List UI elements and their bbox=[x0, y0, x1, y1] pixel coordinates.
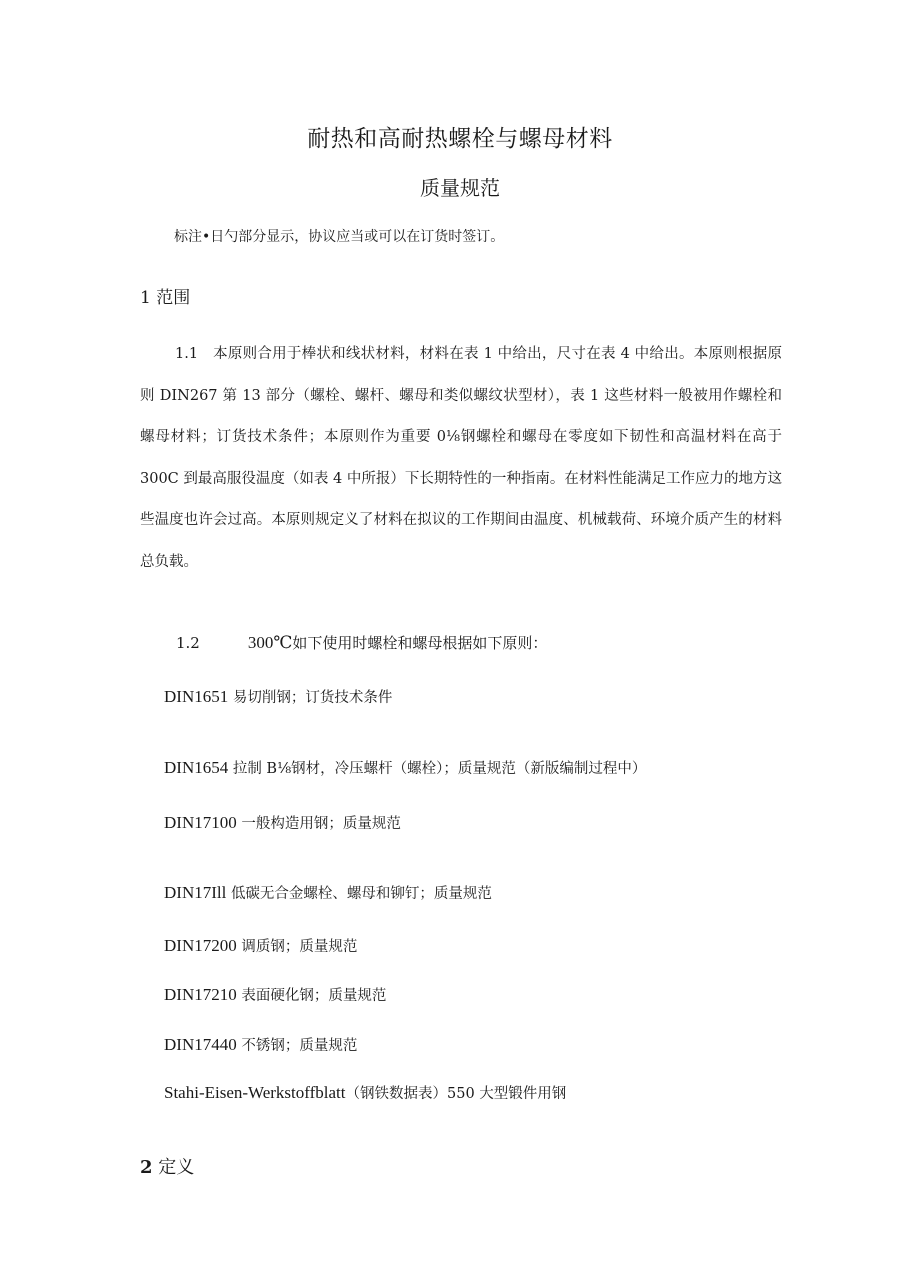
section-1-heading: 1 范围 bbox=[140, 288, 191, 308]
paragraph-1-2-temperature: 300℃ bbox=[247, 633, 293, 652]
reference-text: 低碳无合金螺栓、螺母和铆钉；质量规范 bbox=[230, 886, 492, 902]
reference-item bbox=[164, 1082, 566, 1103]
reference-item bbox=[164, 1034, 357, 1055]
reference-item bbox=[164, 812, 401, 833]
reference-item bbox=[164, 935, 357, 956]
document-subtitle: 质量规范 bbox=[420, 176, 500, 200]
document-title: 耐热和高耐热螺栓与螺母材料 bbox=[307, 126, 613, 152]
note-text: 标注•日勺部分显示，协议应当或可以在订货时签订。 bbox=[174, 229, 505, 245]
reference-code: DIN1654 bbox=[164, 758, 229, 777]
reference-text: （钢铁数据表）550 大型锻件用钢 bbox=[345, 1086, 567, 1102]
reference-text: 一般构造用钢；质量规范 bbox=[241, 816, 401, 832]
paragraph-1-1 bbox=[140, 334, 782, 583]
paragraph-1-1-text: 本原则合用于棒状和线状材料，材料在表 1 中给出，尺寸在表 4 中给出。本原则根据原则 DIN267 第 13 部分（螺栓、螺杆、螺母和类似螺纹状型材），表 1 这些材料一般被用作螺栓和螺母材料；订货技术条件；本原则作为重要 0⅛钢螺栓和螺母在零度如下韧性和高温材料在高于 300C 到最高服役温度（如表 4 中所报）下长期特性的一种指南。在材料性能满足工作应力的地方这些温度也许会过高。本原则规定义了材料在拟议的工作期间由温度、机械载荷、环境介质产生的材料总负载。 bbox=[140, 346, 782, 570]
reference-code: DIN17100 bbox=[164, 813, 237, 832]
reference-text: 易切削钢；订货技术条件 bbox=[232, 690, 393, 706]
paragraph-1-2-text: 如下使用时螺栓和螺母根据如下原则： bbox=[292, 634, 548, 652]
reference-code: DIN1651 bbox=[164, 687, 229, 706]
paragraph-1-2 bbox=[176, 632, 547, 653]
reference-code: Stahi-Eisen-Werkstoffblatt bbox=[164, 1083, 346, 1102]
paragraph-1-1-number: 1.1 bbox=[175, 346, 199, 362]
reference-code: DIN17Ill bbox=[164, 883, 227, 902]
reference-item bbox=[164, 984, 386, 1005]
reference-item bbox=[164, 686, 392, 707]
section-2-title: 定义 bbox=[158, 1157, 195, 1178]
reference-text: 拉制 B⅛钢材，冷压螺杆（螺栓）；质量规范（新版编制过程中） bbox=[232, 761, 647, 777]
reference-text: 不锈钢；质量规范 bbox=[241, 1038, 358, 1054]
reference-code: DIN17200 bbox=[164, 936, 237, 955]
reference-code: DIN17210 bbox=[164, 985, 237, 1004]
section-2-heading bbox=[140, 1153, 194, 1179]
section-2-number: 2 bbox=[140, 1157, 153, 1178]
reference-code: DIN17440 bbox=[164, 1035, 237, 1054]
reference-text: 表面硬化钢；质量规范 bbox=[241, 988, 387, 1004]
reference-item bbox=[164, 757, 646, 778]
reference-text: 调质钢；质量规范 bbox=[241, 939, 358, 955]
paragraph-1-2-number: 1.2 bbox=[176, 634, 200, 652]
reference-item bbox=[164, 882, 492, 903]
